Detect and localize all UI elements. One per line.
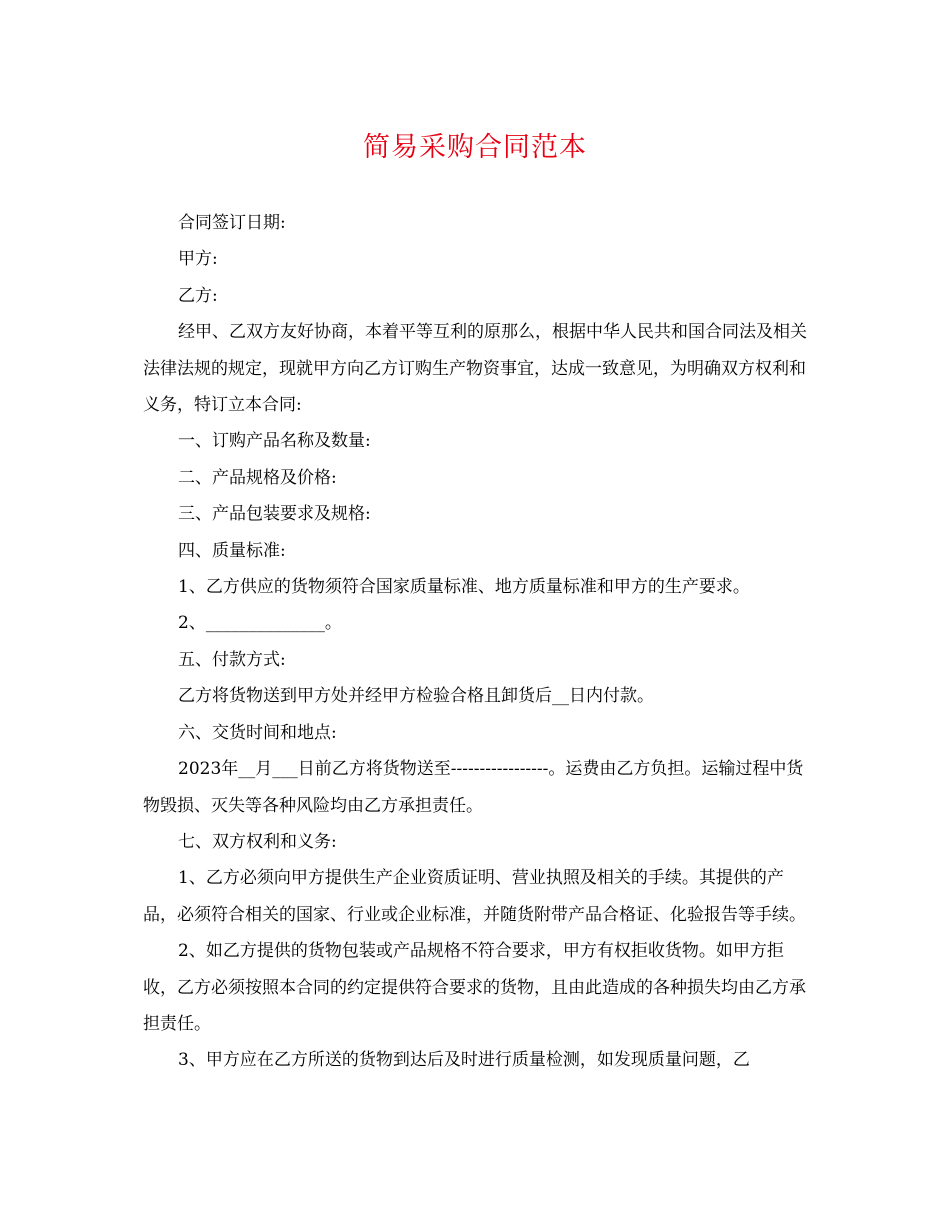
section-heading-packaging: 三、产品包装要求及规格:	[178, 504, 371, 525]
paragraph-party-a: 甲方:	[178, 249, 218, 270]
section-heading-delivery: 六、交货时间和地点:	[178, 722, 337, 743]
paragraph-party-b: 乙方:	[178, 285, 218, 306]
clause-payment: 乙方将货物送到甲方处并经甲方检验合格且卸货后__日内付款。	[178, 686, 654, 707]
document-title: 简易采购合同范本	[363, 132, 587, 163]
section-heading-rights: 七、双方权利和义务:	[178, 831, 337, 852]
clause-delivery: 2023年__月___日前乙方将货物送至-----------------。运费由乙方负担。运输过程中货物毁损、灭失等各种风险均由乙方承担责任。	[143, 759, 804, 816]
clause-rights-1: 1、乙方必须向甲方提供生产企业资质证明、营业执照及相关的手续。其提供的产品，必须符合相关的国家、行业或企业标准，并随货附带产品合格证、化验报告等手续。	[143, 868, 806, 925]
clause-rights-2: 2、如乙方提供的货物包装或产品规格不符合要求，甲方有权拒收货物。如甲方拒收，乙方必须按照本合同的约定提供符合要求的货物，且由此造成的各种损失均由乙方承担责任。	[143, 941, 806, 1034]
paragraph-preamble: 经甲、乙双方友好协商，本着平等互利的原那么，根据中华人民共和国合同法及相关法律法规的规定，现就甲方向乙方订购生产物资事宜，达成一致意见，为明确双方权利和义务，特订立本合同:	[143, 322, 807, 416]
clause-quality-2: 2、______________。	[178, 613, 342, 634]
section-heading-spec-price: 二、产品规格及价格:	[178, 467, 337, 488]
clause-rights-3: 3、甲方应在乙方所送的货物到达后及时进行质量检测，如发现质量问题，乙	[178, 1050, 750, 1071]
document-body	[143, 205, 815, 1079]
section-heading-quality: 四、质量标准:	[178, 540, 286, 561]
clause-quality-1: 1、乙方供应的货物须符合国家质量标准、地方质量标准和甲方的生产要求。	[178, 577, 750, 598]
paragraph-signing-date: 合同签订日期:	[178, 213, 286, 233]
section-heading-product-quantity: 一、订购产品名称及数量:	[178, 431, 371, 452]
section-heading-payment: 五、付款方式:	[178, 649, 286, 670]
